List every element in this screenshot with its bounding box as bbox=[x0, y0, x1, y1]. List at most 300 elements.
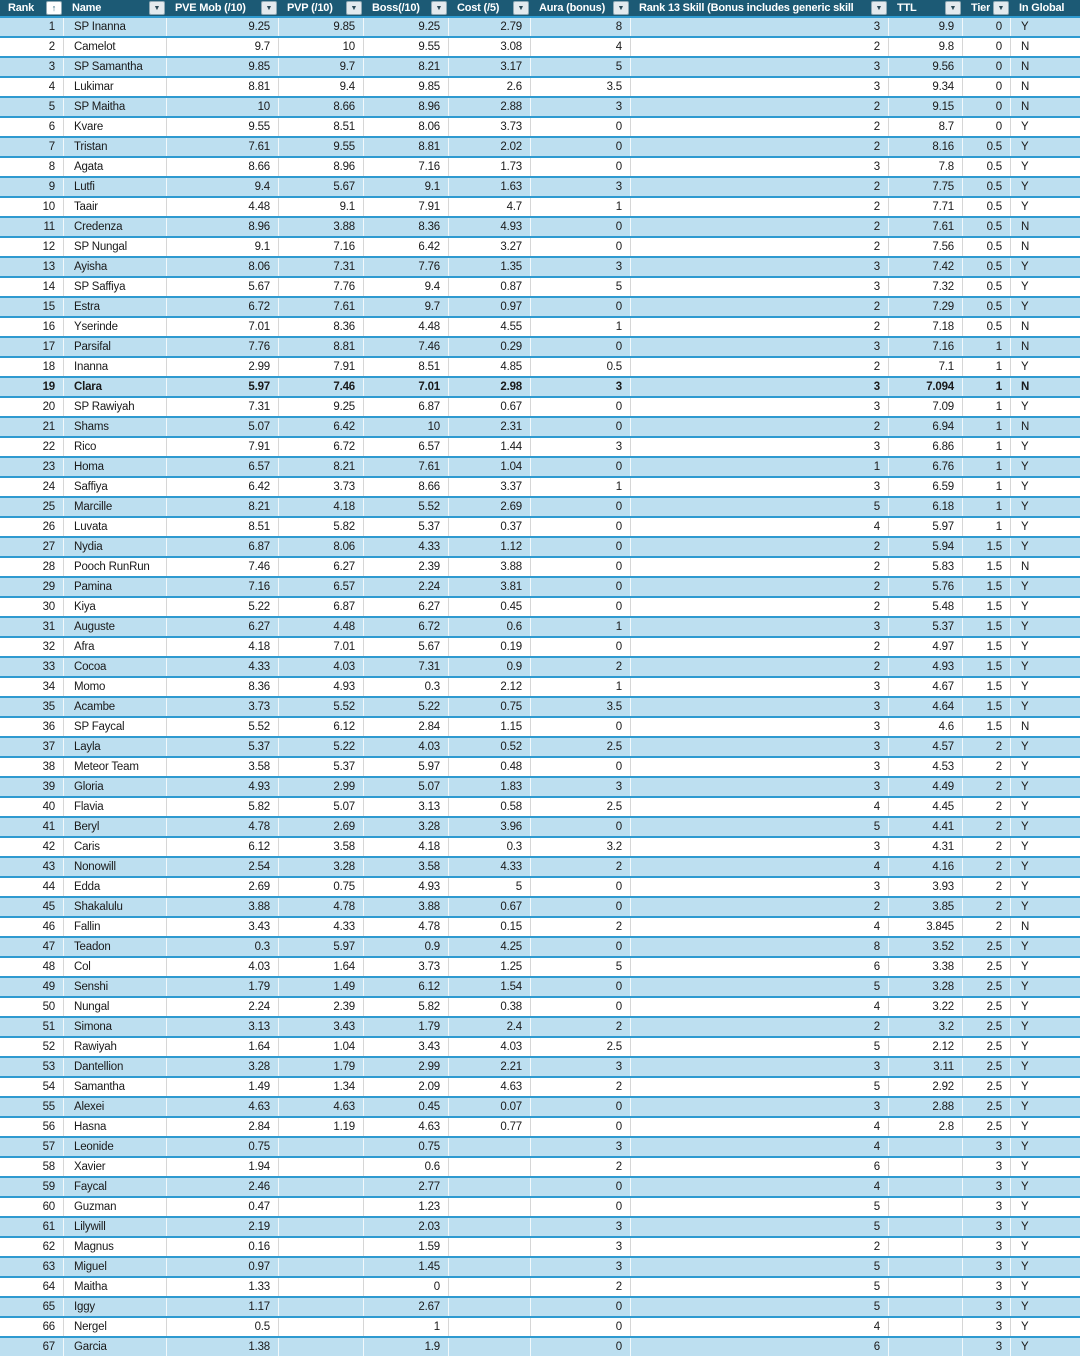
cell-ttl[interactable]: 4.31 bbox=[889, 838, 963, 856]
cell-cost[interactable]: 4.93 bbox=[449, 218, 531, 236]
cell-rank[interactable]: 56 bbox=[0, 1118, 64, 1136]
cell-pvp[interactable]: 7.16 bbox=[279, 238, 364, 256]
cell-pve_mob[interactable]: 4.48 bbox=[167, 198, 279, 216]
cell-cost[interactable]: 2.88 bbox=[449, 98, 531, 116]
cell-ttl[interactable]: 4.49 bbox=[889, 778, 963, 796]
cell-rank13_skill[interactable]: 3 bbox=[631, 158, 889, 176]
cell-in_global[interactable]: N bbox=[1021, 341, 1030, 353]
cell-aura[interactable]: 8 bbox=[531, 18, 631, 36]
cell-ttl[interactable]: 4.97 bbox=[889, 638, 963, 656]
cell-in_global[interactable]: Y bbox=[1021, 761, 1029, 773]
cell-rank13_skill[interactable]: 3 bbox=[631, 878, 889, 896]
cell-in_global[interactable]: Y bbox=[1021, 361, 1029, 373]
cell-pve_mob[interactable]: 7.91 bbox=[167, 438, 279, 456]
cell-rank13_skill[interactable]: 5 bbox=[631, 1258, 889, 1276]
cell-boss[interactable]: 9.1 bbox=[364, 178, 449, 196]
cell-cost[interactable] bbox=[449, 1218, 531, 1236]
cell-pvp[interactable]: 5.22 bbox=[279, 738, 364, 756]
cell-rank13_skill[interactable]: 5 bbox=[631, 1298, 889, 1316]
cell-rank13_skill[interactable]: 6 bbox=[631, 1158, 889, 1176]
cell-rank[interactable]: 48 bbox=[0, 958, 64, 976]
cell-tier[interactable]: 1.5 bbox=[963, 658, 1011, 676]
cell-rank[interactable]: 55 bbox=[0, 1098, 64, 1116]
cell-pve_mob[interactable]: 4.03 bbox=[167, 958, 279, 976]
cell-ttl[interactable]: 5.97 bbox=[889, 518, 963, 536]
cell-in_global[interactable]: Y bbox=[1021, 1001, 1029, 1013]
cell-tier[interactable]: 2.5 bbox=[963, 978, 1011, 996]
cell-cost[interactable]: 0.67 bbox=[449, 398, 531, 416]
cell-pve_mob[interactable]: 0.75 bbox=[167, 1138, 279, 1156]
cell-cost[interactable]: 3.88 bbox=[449, 558, 531, 576]
cell-pve_mob[interactable]: 1.38 bbox=[167, 1338, 279, 1356]
cell-tier[interactable]: 0.5 bbox=[963, 218, 1011, 236]
cell-aura[interactable]: 0 bbox=[531, 118, 631, 136]
cell-rank13_skill[interactable]: 3 bbox=[631, 718, 889, 736]
cell-name[interactable]: Shams bbox=[64, 418, 167, 436]
cell-cost[interactable]: 3.27 bbox=[449, 238, 531, 256]
cell-name[interactable]: Fallin bbox=[64, 918, 167, 936]
cell-name[interactable]: Iggy bbox=[64, 1298, 167, 1316]
cell-pve_mob[interactable]: 5.82 bbox=[167, 798, 279, 816]
cell-in_global[interactable]: Y bbox=[1021, 1161, 1029, 1173]
cell-rank13_skill[interactable]: 6 bbox=[631, 958, 889, 976]
cell-in_global[interactable]: Y bbox=[1021, 1061, 1029, 1073]
cell-pvp[interactable]: 0.75 bbox=[279, 878, 364, 896]
cell-rank13_skill[interactable]: 2 bbox=[631, 638, 889, 656]
cell-aura[interactable]: 0 bbox=[531, 138, 631, 156]
cell-in_global[interactable]: N bbox=[1021, 561, 1030, 573]
cell-tier[interactable]: 2.5 bbox=[963, 1038, 1011, 1056]
cell-pvp[interactable] bbox=[279, 1218, 364, 1236]
column-header-cost-5[interactable] bbox=[449, 0, 531, 16]
cell-rank[interactable]: 42 bbox=[0, 838, 64, 856]
cell-ttl[interactable]: 2.8 bbox=[889, 1118, 963, 1136]
cell-pvp[interactable] bbox=[279, 1158, 364, 1176]
cell-pvp[interactable]: 1.34 bbox=[279, 1078, 364, 1096]
cell-ttl[interactable]: 5.37 bbox=[889, 618, 963, 636]
cell-rank13_skill[interactable]: 3 bbox=[631, 398, 889, 416]
cell-aura[interactable]: 0 bbox=[531, 578, 631, 596]
cell-aura[interactable]: 0 bbox=[531, 598, 631, 616]
cell-tier[interactable]: 2 bbox=[963, 918, 1011, 936]
cell-boss[interactable]: 7.46 bbox=[364, 338, 449, 356]
cell-aura[interactable]: 0 bbox=[531, 1298, 631, 1316]
cell-rank13_skill[interactable]: 3 bbox=[631, 1098, 889, 1116]
cell-name[interactable]: Momo bbox=[64, 678, 167, 696]
cell-in_global[interactable]: Y bbox=[1021, 861, 1029, 873]
cell-pve_mob[interactable]: 0.97 bbox=[167, 1258, 279, 1276]
cell-aura[interactable]: 3 bbox=[531, 778, 631, 796]
cell-in_global[interactable]: Y bbox=[1021, 661, 1029, 673]
cell-pve_mob[interactable]: 2.99 bbox=[167, 358, 279, 376]
cell-boss[interactable]: 2.99 bbox=[364, 1058, 449, 1076]
column-header-pve-mob-10[interactable] bbox=[167, 0, 279, 16]
cell-cost[interactable] bbox=[449, 1338, 531, 1356]
cell-name[interactable]: Kvare bbox=[64, 118, 167, 136]
cell-rank[interactable]: 51 bbox=[0, 1018, 64, 1036]
cell-pvp[interactable]: 1.64 bbox=[279, 958, 364, 976]
cell-aura[interactable]: 0 bbox=[531, 158, 631, 176]
cell-cost[interactable]: 5 bbox=[449, 878, 531, 896]
filter-dropdown-icon[interactable]: ▼ bbox=[871, 1, 887, 15]
cell-boss[interactable]: 8.06 bbox=[364, 118, 449, 136]
cell-ttl[interactable]: 9.15 bbox=[889, 98, 963, 116]
cell-pvp[interactable]: 2.99 bbox=[279, 778, 364, 796]
cell-tier[interactable]: 3 bbox=[963, 1258, 1011, 1276]
cell-name[interactable]: Nonowill bbox=[64, 858, 167, 876]
cell-ttl[interactable]: 4.93 bbox=[889, 658, 963, 676]
filter-dropdown-icon[interactable]: ▼ bbox=[261, 1, 277, 15]
cell-in_global[interactable]: Y bbox=[1021, 641, 1029, 653]
cell-in_global[interactable]: Y bbox=[1021, 441, 1029, 453]
cell-ttl[interactable]: 3.28 bbox=[889, 978, 963, 996]
cell-name[interactable]: SP Saffiya bbox=[64, 278, 167, 296]
column-header-name[interactable] bbox=[64, 0, 167, 16]
cell-cost[interactable]: 0.45 bbox=[449, 598, 531, 616]
cell-ttl[interactable]: 6.18 bbox=[889, 498, 963, 516]
cell-name[interactable]: Marcille bbox=[64, 498, 167, 516]
filter-dropdown-icon[interactable]: ▼ bbox=[431, 1, 447, 15]
cell-name[interactable]: Simona bbox=[64, 1018, 167, 1036]
cell-in_global[interactable]: Y bbox=[1021, 181, 1029, 193]
cell-rank[interactable]: 24 bbox=[0, 478, 64, 496]
cell-pvp[interactable]: 9.55 bbox=[279, 138, 364, 156]
cell-rank13_skill[interactable]: 5 bbox=[631, 1038, 889, 1056]
cell-pvp[interactable]: 4.78 bbox=[279, 898, 364, 916]
cell-boss[interactable]: 2.24 bbox=[364, 578, 449, 596]
cell-aura[interactable]: 0 bbox=[531, 898, 631, 916]
cell-tier[interactable]: 3 bbox=[963, 1158, 1011, 1176]
cell-tier[interactable]: 1.5 bbox=[963, 618, 1011, 636]
cell-pve_mob[interactable]: 5.37 bbox=[167, 738, 279, 756]
cell-aura[interactable]: 0 bbox=[531, 498, 631, 516]
cell-rank13_skill[interactable]: 2 bbox=[631, 578, 889, 596]
cell-cost[interactable]: 4.7 bbox=[449, 198, 531, 216]
cell-ttl[interactable]: 3.93 bbox=[889, 878, 963, 896]
cell-pvp[interactable]: 7.76 bbox=[279, 278, 364, 296]
cell-cost[interactable]: 3.81 bbox=[449, 578, 531, 596]
cell-in_global[interactable]: Y bbox=[1021, 1141, 1029, 1153]
cell-in_global[interactable]: Y bbox=[1021, 581, 1029, 593]
cell-cost[interactable]: 0.38 bbox=[449, 998, 531, 1016]
cell-cost[interactable] bbox=[449, 1158, 531, 1176]
cell-cost[interactable]: 1.63 bbox=[449, 178, 531, 196]
cell-rank13_skill[interactable]: 2 bbox=[631, 118, 889, 136]
cell-tier[interactable]: 2.5 bbox=[963, 1078, 1011, 1096]
cell-tier[interactable]: 0.5 bbox=[963, 258, 1011, 276]
cell-rank13_skill[interactable]: 2 bbox=[631, 178, 889, 196]
cell-name[interactable]: Lilywill bbox=[64, 1218, 167, 1236]
cell-boss[interactable]: 8.81 bbox=[364, 138, 449, 156]
cell-rank13_skill[interactable]: 4 bbox=[631, 798, 889, 816]
cell-cost[interactable]: 1.15 bbox=[449, 718, 531, 736]
cell-pve_mob[interactable]: 7.16 bbox=[167, 578, 279, 596]
cell-cost[interactable]: 1.44 bbox=[449, 438, 531, 456]
cell-rank[interactable]: 14 bbox=[0, 278, 64, 296]
cell-ttl[interactable]: 5.48 bbox=[889, 598, 963, 616]
cell-pvp[interactable]: 4.48 bbox=[279, 618, 364, 636]
cell-rank13_skill[interactable]: 2 bbox=[631, 898, 889, 916]
cell-rank13_skill[interactable]: 5 bbox=[631, 1278, 889, 1296]
cell-in_global[interactable]: Y bbox=[1021, 601, 1029, 613]
cell-in_global[interactable]: Y bbox=[1021, 541, 1029, 553]
cell-in_global[interactable]: N bbox=[1021, 241, 1030, 253]
cell-boss[interactable]: 5.52 bbox=[364, 498, 449, 516]
cell-rank13_skill[interactable]: 2 bbox=[631, 98, 889, 116]
cell-pvp[interactable] bbox=[279, 1238, 364, 1256]
cell-rank13_skill[interactable]: 5 bbox=[631, 498, 889, 516]
cell-pve_mob[interactable]: 2.46 bbox=[167, 1178, 279, 1196]
cell-boss[interactable]: 3.28 bbox=[364, 818, 449, 836]
cell-name[interactable]: Flavia bbox=[64, 798, 167, 816]
cell-ttl[interactable]: 4.45 bbox=[889, 798, 963, 816]
cell-pvp[interactable]: 7.01 bbox=[279, 638, 364, 656]
cell-name[interactable]: Magnus bbox=[64, 1238, 167, 1256]
cell-in_global[interactable]: Y bbox=[1021, 21, 1029, 33]
cell-aura[interactable]: 0 bbox=[531, 418, 631, 436]
cell-in_global[interactable]: Y bbox=[1021, 261, 1029, 273]
cell-in_global[interactable]: Y bbox=[1021, 521, 1029, 533]
cell-name[interactable]: Nergel bbox=[64, 1318, 167, 1336]
cell-tier[interactable]: 2 bbox=[963, 838, 1011, 856]
cell-pvp[interactable]: 7.46 bbox=[279, 378, 364, 396]
cell-boss[interactable]: 7.31 bbox=[364, 658, 449, 676]
cell-ttl[interactable]: 7.09 bbox=[889, 398, 963, 416]
cell-boss[interactable]: 2.03 bbox=[364, 1218, 449, 1236]
cell-name[interactable]: Yserinde bbox=[64, 318, 167, 336]
cell-pve_mob[interactable]: 7.31 bbox=[167, 398, 279, 416]
cell-tier[interactable]: 1.5 bbox=[963, 558, 1011, 576]
cell-in_global[interactable]: Y bbox=[1021, 481, 1029, 493]
cell-tier[interactable]: 1 bbox=[963, 338, 1011, 356]
cell-tier[interactable]: 2 bbox=[963, 778, 1011, 796]
cell-boss[interactable]: 7.76 bbox=[364, 258, 449, 276]
cell-in_global[interactable]: Y bbox=[1021, 201, 1029, 213]
cell-pvp[interactable]: 8.81 bbox=[279, 338, 364, 356]
filter-dropdown-icon[interactable]: ▼ bbox=[993, 1, 1009, 15]
filter-dropdown-icon[interactable]: ▼ bbox=[613, 1, 629, 15]
cell-rank[interactable]: 57 bbox=[0, 1138, 64, 1156]
cell-cost[interactable]: 2.21 bbox=[449, 1058, 531, 1076]
cell-rank13_skill[interactable]: 3 bbox=[631, 278, 889, 296]
cell-tier[interactable]: 3 bbox=[963, 1278, 1011, 1296]
cell-cost[interactable]: 2.98 bbox=[449, 378, 531, 396]
cell-name[interactable]: Parsifal bbox=[64, 338, 167, 356]
cell-aura[interactable]: 0 bbox=[531, 1318, 631, 1336]
cell-in_global[interactable]: N bbox=[1021, 321, 1030, 333]
cell-rank[interactable]: 47 bbox=[0, 938, 64, 956]
cell-rank[interactable]: 10 bbox=[0, 198, 64, 216]
cell-pvp[interactable]: 7.31 bbox=[279, 258, 364, 276]
cell-ttl[interactable]: 3.22 bbox=[889, 998, 963, 1016]
cell-rank13_skill[interactable]: 3 bbox=[631, 258, 889, 276]
cell-name[interactable]: Homa bbox=[64, 458, 167, 476]
cell-aura[interactable]: 3 bbox=[531, 98, 631, 116]
cell-tier[interactable]: 3 bbox=[963, 1338, 1011, 1356]
cell-pvp[interactable] bbox=[279, 1338, 364, 1356]
cell-boss[interactable]: 0.75 bbox=[364, 1138, 449, 1156]
cell-ttl[interactable] bbox=[889, 1258, 963, 1276]
cell-tier[interactable]: 0 bbox=[963, 38, 1011, 56]
cell-ttl[interactable] bbox=[889, 1198, 963, 1216]
filter-dropdown-icon[interactable]: ▼ bbox=[513, 1, 529, 15]
cell-name[interactable]: Pooch RunRun bbox=[64, 558, 167, 576]
cell-name[interactable]: Credenza bbox=[64, 218, 167, 236]
cell-cost[interactable] bbox=[449, 1238, 531, 1256]
cell-name[interactable]: SP Inanna bbox=[64, 18, 167, 36]
cell-cost[interactable]: 2.02 bbox=[449, 138, 531, 156]
cell-in_global[interactable]: Y bbox=[1021, 741, 1029, 753]
cell-name[interactable]: Beryl bbox=[64, 818, 167, 836]
cell-rank13_skill[interactable]: 3 bbox=[631, 478, 889, 496]
cell-cost[interactable]: 0.75 bbox=[449, 698, 531, 716]
cell-pvp[interactable]: 1.79 bbox=[279, 1058, 364, 1076]
cell-rank[interactable]: 3 bbox=[0, 58, 64, 76]
cell-rank13_skill[interactable]: 3 bbox=[631, 378, 889, 396]
cell-pve_mob[interactable]: 0.16 bbox=[167, 1238, 279, 1256]
cell-boss[interactable]: 2.39 bbox=[364, 558, 449, 576]
cell-pve_mob[interactable]: 10 bbox=[167, 98, 279, 116]
cell-pve_mob[interactable]: 9.1 bbox=[167, 238, 279, 256]
cell-aura[interactable]: 5 bbox=[531, 58, 631, 76]
cell-ttl[interactable]: 7.8 bbox=[889, 158, 963, 176]
cell-ttl[interactable]: 6.94 bbox=[889, 418, 963, 436]
cell-pve_mob[interactable]: 1.49 bbox=[167, 1078, 279, 1096]
cell-name[interactable]: Kiya bbox=[64, 598, 167, 616]
cell-pve_mob[interactable]: 5.07 bbox=[167, 418, 279, 436]
cell-in_global[interactable]: Y bbox=[1021, 701, 1029, 713]
cell-rank[interactable]: 17 bbox=[0, 338, 64, 356]
cell-boss[interactable]: 6.57 bbox=[364, 438, 449, 456]
cell-rank13_skill[interactable]: 4 bbox=[631, 1178, 889, 1196]
cell-rank[interactable]: 25 bbox=[0, 498, 64, 516]
cell-tier[interactable]: 1.5 bbox=[963, 698, 1011, 716]
cell-pve_mob[interactable]: 4.93 bbox=[167, 778, 279, 796]
cell-pve_mob[interactable]: 2.19 bbox=[167, 1218, 279, 1236]
cell-rank13_skill[interactable]: 2 bbox=[631, 238, 889, 256]
cell-cost[interactable]: 2.69 bbox=[449, 498, 531, 516]
filter-dropdown-icon[interactable]: ▼ bbox=[945, 1, 961, 15]
cell-tier[interactable]: 0.5 bbox=[963, 318, 1011, 336]
cell-name[interactable]: Layla bbox=[64, 738, 167, 756]
cell-ttl[interactable]: 7.094 bbox=[889, 378, 963, 396]
cell-pvp[interactable]: 1.49 bbox=[279, 978, 364, 996]
cell-rank13_skill[interactable]: 4 bbox=[631, 858, 889, 876]
cell-boss[interactable]: 4.93 bbox=[364, 878, 449, 896]
cell-ttl[interactable]: 9.9 bbox=[889, 18, 963, 36]
cell-rank13_skill[interactable]: 2 bbox=[631, 318, 889, 336]
cell-in_global[interactable]: Y bbox=[1021, 1241, 1029, 1253]
cell-cost[interactable]: 2.12 bbox=[449, 678, 531, 696]
cell-boss[interactable]: 0.45 bbox=[364, 1098, 449, 1116]
cell-rank[interactable]: 62 bbox=[0, 1238, 64, 1256]
cell-name[interactable]: Lukimar bbox=[64, 78, 167, 96]
cell-name[interactable]: Caris bbox=[64, 838, 167, 856]
cell-tier[interactable]: 0 bbox=[963, 58, 1011, 76]
cell-aura[interactable]: 3 bbox=[531, 1138, 631, 1156]
cell-ttl[interactable]: 7.71 bbox=[889, 198, 963, 216]
cell-aura[interactable]: 3.5 bbox=[531, 78, 631, 96]
cell-cost[interactable] bbox=[449, 1298, 531, 1316]
cell-ttl[interactable]: 3.845 bbox=[889, 918, 963, 936]
cell-tier[interactable]: 2 bbox=[963, 738, 1011, 756]
cell-boss[interactable]: 0 bbox=[364, 1278, 449, 1296]
cell-ttl[interactable]: 6.76 bbox=[889, 458, 963, 476]
cell-rank[interactable]: 50 bbox=[0, 998, 64, 1016]
cell-pvp[interactable] bbox=[279, 1278, 364, 1296]
cell-name[interactable]: Acambe bbox=[64, 698, 167, 716]
cell-in_global[interactable]: Y bbox=[1021, 1021, 1029, 1033]
cell-name[interactable]: Nungal bbox=[64, 998, 167, 1016]
cell-pve_mob[interactable]: 3.28 bbox=[167, 1058, 279, 1076]
cell-name[interactable]: Clara bbox=[64, 378, 167, 396]
cell-cost[interactable]: 1.25 bbox=[449, 958, 531, 976]
column-header-aura-bonus[interactable] bbox=[531, 0, 631, 16]
cell-tier[interactable]: 0 bbox=[963, 118, 1011, 136]
cell-pvp[interactable] bbox=[279, 1258, 364, 1276]
cell-pvp[interactable] bbox=[279, 1138, 364, 1156]
cell-name[interactable]: Afra bbox=[64, 638, 167, 656]
cell-aura[interactable]: 0 bbox=[531, 398, 631, 416]
cell-name[interactable]: Alexei bbox=[64, 1098, 167, 1116]
cell-boss[interactable]: 8.51 bbox=[364, 358, 449, 376]
cell-name[interactable]: Maitha bbox=[64, 1278, 167, 1296]
cell-rank[interactable]: 49 bbox=[0, 978, 64, 996]
cell-cost[interactable]: 4.85 bbox=[449, 358, 531, 376]
cell-rank13_skill[interactable]: 2 bbox=[631, 298, 889, 316]
cell-tier[interactable]: 2 bbox=[963, 798, 1011, 816]
cell-rank[interactable]: 18 bbox=[0, 358, 64, 376]
cell-pve_mob[interactable]: 2.84 bbox=[167, 1118, 279, 1136]
cell-name[interactable]: Leonide bbox=[64, 1138, 167, 1156]
cell-rank[interactable]: 20 bbox=[0, 398, 64, 416]
cell-pve_mob[interactable]: 3.13 bbox=[167, 1018, 279, 1036]
cell-name[interactable]: Lutfi bbox=[64, 178, 167, 196]
cell-in_global[interactable]: N bbox=[1021, 421, 1030, 433]
cell-aura[interactable]: 4 bbox=[531, 38, 631, 56]
cell-aura[interactable]: 3 bbox=[531, 1058, 631, 1076]
cell-in_global[interactable]: Y bbox=[1021, 981, 1029, 993]
cell-rank13_skill[interactable]: 2 bbox=[631, 538, 889, 556]
cell-boss[interactable]: 7.91 bbox=[364, 198, 449, 216]
cell-aura[interactable]: 0 bbox=[531, 718, 631, 736]
cell-pve_mob[interactable]: 2.54 bbox=[167, 858, 279, 876]
cell-cost[interactable] bbox=[449, 1138, 531, 1156]
cell-tier[interactable]: 1 bbox=[963, 458, 1011, 476]
cell-rank13_skill[interactable]: 3 bbox=[631, 698, 889, 716]
cell-ttl[interactable]: 2.92 bbox=[889, 1078, 963, 1096]
cell-aura[interactable]: 3 bbox=[531, 438, 631, 456]
cell-rank[interactable]: 44 bbox=[0, 878, 64, 896]
cell-ttl[interactable]: 4.67 bbox=[889, 678, 963, 696]
cell-aura[interactable]: 0 bbox=[531, 518, 631, 536]
cell-ttl[interactable] bbox=[889, 1158, 963, 1176]
cell-pvp[interactable]: 8.96 bbox=[279, 158, 364, 176]
cell-boss[interactable]: 9.7 bbox=[364, 298, 449, 316]
cell-boss[interactable]: 2.77 bbox=[364, 1178, 449, 1196]
cell-rank13_skill[interactable]: 2 bbox=[631, 138, 889, 156]
cell-in_global[interactable]: Y bbox=[1021, 1101, 1029, 1113]
cell-ttl[interactable]: 7.75 bbox=[889, 178, 963, 196]
cell-tier[interactable]: 0 bbox=[963, 18, 1011, 36]
cell-rank[interactable]: 2 bbox=[0, 38, 64, 56]
cell-tier[interactable]: 0.5 bbox=[963, 278, 1011, 296]
cell-tier[interactable]: 0.5 bbox=[963, 298, 1011, 316]
cell-pvp[interactable]: 5.37 bbox=[279, 758, 364, 776]
cell-pvp[interactable]: 3.58 bbox=[279, 838, 364, 856]
cell-ttl[interactable] bbox=[889, 1238, 963, 1256]
cell-in_global[interactable]: Y bbox=[1021, 1221, 1029, 1233]
